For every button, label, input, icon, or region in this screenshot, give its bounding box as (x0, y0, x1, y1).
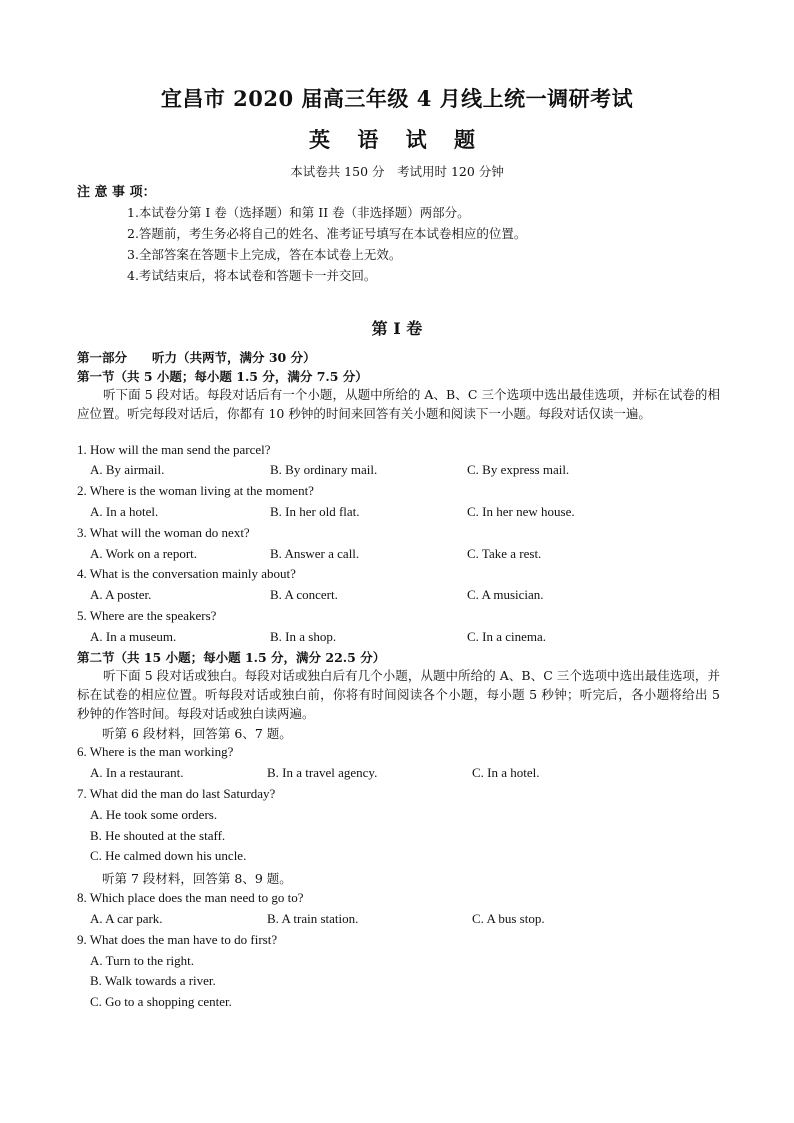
option-2a: A. In a hotel. (90, 504, 159, 519)
option-7a: A. He took some orders. (90, 807, 218, 822)
question-2: 2. Where is the woman living at the moment? (77, 483, 314, 498)
section1-heading: 第一节（共 5 小题；每小题 1.5 分，满分 7.5 分） (77, 369, 368, 384)
option-3c: C. Take a rest. (467, 546, 542, 561)
section2-instructions: 听下面 5 段对话或独白。每段对话或独白后有几个小题，从题中所给的 A、B、C 三个选项中选出最佳选项，并标在试卷的相应位置。听每段对话或独白前，你将有时间阅读各个小题，每小题 5 秒钟；听完后，各小题将给出 5 秒钟的作答时间。每段对话或独白读两遍。 (77, 668, 720, 721)
question-9: 9. What does the man have to do first? (77, 932, 278, 947)
exam-meta: 本试卷共 150 分 考试用时 120 分钟 (290, 164, 504, 179)
option-4a: A. A poster. (90, 587, 152, 602)
notice-item: 4.考试结束后，将本试卷和答题卡一并交回。 (127, 268, 377, 283)
question-8: 8. Which place does the man need to go to? (77, 890, 304, 905)
option-2b: B. In her old flat. (270, 504, 360, 519)
option-6c: C. In a hotel. (472, 765, 540, 780)
volume-title: 第 I 卷 (371, 319, 423, 338)
exam-subtitle: 英 语 试 题 (309, 127, 485, 152)
option-1b: B. By ordinary mail. (270, 462, 378, 477)
option-5a: A. In a museum. (90, 629, 177, 644)
option-4c: C. A musician. (467, 587, 544, 602)
option-3b: B. Answer a call. (270, 546, 360, 561)
notice-item: 1.本试卷分第 I 卷（选择题）和第 II 卷（非选择题）两部分。 (127, 205, 470, 220)
option-5b: B. In a shop. (270, 629, 337, 644)
option-4b: B. A concert. (270, 587, 338, 602)
question-6: 6. Where is the man working? (77, 744, 234, 759)
part1-heading: 第一部分 听力（共两节，满分 30 分） (77, 350, 316, 365)
option-6a: A. In a restaurant. (90, 765, 184, 780)
question-1: 1. How will the man send the parcel? (77, 442, 271, 457)
option-6b: B. In a travel agency. (267, 765, 378, 780)
material-6-instruction: 听第 6 段材料，回答第 6、7 题。 (102, 726, 292, 741)
notice-item: 2.答题前，考生务必将自己的姓名、准考证号填写在本试卷相应的位置。 (127, 226, 527, 241)
option-8c: C. A bus stop. (472, 911, 545, 926)
option-8a: A. A car park. (90, 911, 163, 926)
notice-heading: 注 意 事 项： (77, 185, 156, 200)
option-9c: C. Go to a shopping center. (90, 994, 232, 1009)
question-7: 7. What did the man do last Saturday? (77, 786, 276, 801)
option-8b: B. A train station. (267, 911, 359, 926)
notice-list (127, 202, 526, 286)
option-7b: B. He shouted at the staff. (90, 828, 226, 843)
section1-instructions: 听下面 5 段对话。每段对话后有一个小题，从题中所给的 A、B、C 三个选项中选出最佳选项，并标在试卷的相应位置。听完每段对话后，你都有 10 秒钟的时间来回答有关小题和阅读下一小题。每段对话仅读一遍。 (77, 387, 720, 421)
option-3a: A. Work on a report. (90, 546, 198, 561)
option-2c: C. In her new house. (467, 504, 575, 519)
question-5: 5. Where are the speakers? (77, 608, 217, 623)
section2-heading: 第二节（共 15 小题；每小题 1.5 分，满分 22.5 分） (77, 650, 386, 665)
notice-item: 3.全部答案在答题卡上完成，答在本试卷上无效。 (127, 247, 402, 262)
option-7c: C. He calmed down his uncle. (90, 848, 247, 863)
option-9b: B. Walk towards a river. (90, 973, 216, 988)
material-7-instruction: 听第 7 段材料，回答第 8、9 题。 (102, 871, 292, 886)
option-1c: C. By express mail. (467, 462, 570, 477)
option-9a: A. Turn to the right. (90, 953, 195, 968)
exam-title: 宜昌市 2020 届高三年级 4 月线上统一调研考试 (160, 86, 634, 111)
option-1a: A. By airmail. (90, 462, 165, 477)
question-4: 4. What is the conversation mainly about? (77, 566, 296, 581)
option-5c: C. In a cinema. (467, 629, 547, 644)
question-3: 3. What will the woman do next? (77, 525, 250, 540)
